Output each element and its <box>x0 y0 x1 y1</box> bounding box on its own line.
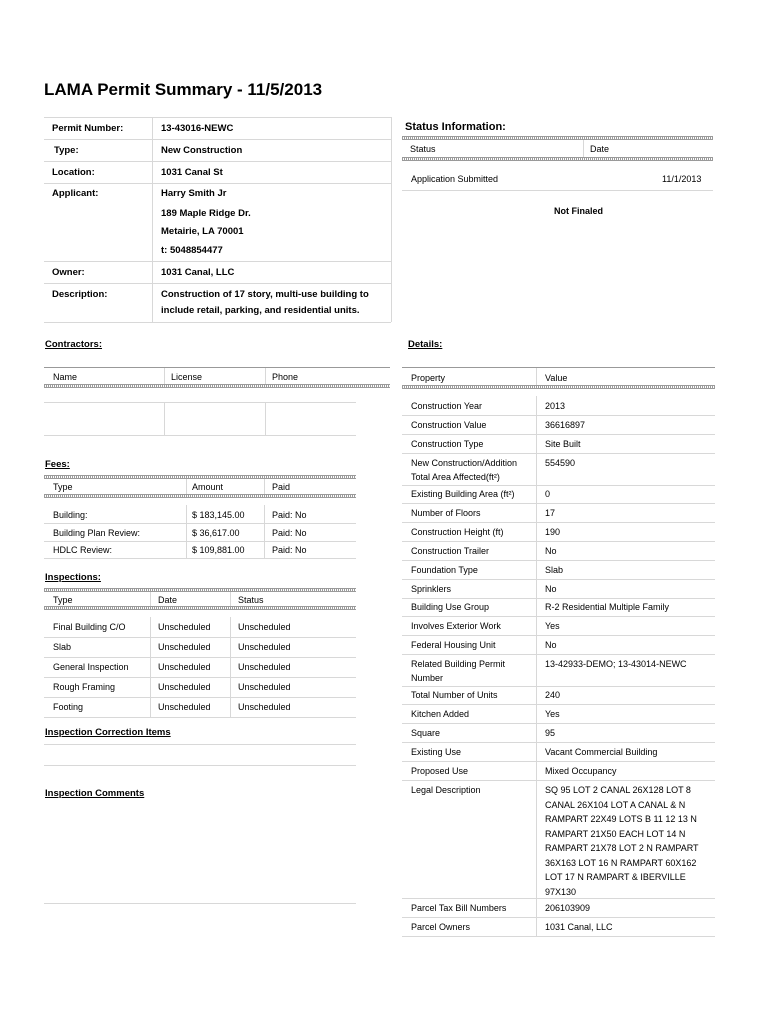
inspection-status: Unscheduled <box>238 642 291 652</box>
contractors-col-phone: Phone <box>272 372 299 382</box>
detail-value: 2013 <box>545 401 566 411</box>
legal-line: LOT 17 N RAMPART & IBERVILLE <box>545 872 686 882</box>
inspection-date: Unscheduled <box>158 682 211 692</box>
detail-value: 95 <box>545 728 556 738</box>
detail-value: No <box>545 546 557 556</box>
detail-value: Yes <box>545 621 560 631</box>
fee-paid: Paid: No <box>272 545 307 555</box>
inspection-status: Unscheduled <box>238 622 291 632</box>
detail-property: Construction Height (ft) <box>411 527 504 537</box>
detail-value: 17 <box>545 508 556 518</box>
applicant-label: Applicant: <box>52 188 99 199</box>
detail-value: Slab <box>545 565 564 575</box>
detail-property: Construction Value <box>411 420 487 430</box>
detail-value: Vacant Commercial Building <box>545 747 658 757</box>
detail-property: Construction Trailer <box>411 546 490 556</box>
location-label: Location: <box>52 167 95 178</box>
inspection-date: Unscheduled <box>158 642 211 652</box>
detail-property: Construction Year <box>411 401 483 411</box>
status-row-status: Application Submitted <box>411 174 499 184</box>
inspection-date: Unscheduled <box>158 662 211 672</box>
correction-items-heading: Inspection Correction Items <box>45 727 171 738</box>
inspection-type: Rough Framing <box>53 682 116 692</box>
owner-value: 1031 Canal, LLC <box>161 267 235 278</box>
detail-value: Mixed Occupancy <box>545 766 617 776</box>
inspection-status: Unscheduled <box>238 682 291 692</box>
description-line2: include retail, parking, and residential units. <box>161 305 360 316</box>
inspection-status: Unscheduled <box>238 702 291 712</box>
detail-property: Kitchen Added <box>411 709 470 719</box>
fee-type: Building: <box>53 510 88 520</box>
description-label: Description: <box>52 289 108 300</box>
detail-value: 1031 Canal, LLC <box>545 922 613 932</box>
detail-property: Federal Housing Unit <box>411 640 496 650</box>
legal-line: 97X130 <box>545 886 577 897</box>
applicant-phone: t: 5048854477 <box>161 245 223 256</box>
status-heading: Status Information: <box>405 121 506 133</box>
detail-property: Existing Building Area (ft²) <box>411 489 515 499</box>
fees-col-paid: Paid <box>272 482 291 492</box>
legal-line: CANAL 26X104 LOT A CANAL & N <box>545 799 686 810</box>
fees-col-amount: Amount <box>192 482 224 492</box>
applicant-address-line1: 189 Maple Ridge Dr. <box>161 208 251 219</box>
detail-property: Building Use Group <box>411 602 490 612</box>
detail-property: Sprinklers <box>411 584 452 594</box>
details-heading: Details: <box>408 339 443 350</box>
details-col-property: Property <box>411 373 446 383</box>
status-col-date: Date <box>590 144 610 154</box>
description-line1: Construction of 17 story, multi-use building to <box>161 289 369 300</box>
inspection-date: Unscheduled <box>158 702 211 712</box>
legal-line: RAMPART 22X49 LOTS B 11 12 13 N <box>545 814 697 824</box>
detail-property-cont: Number <box>411 673 444 683</box>
fee-amount: $ 183,145.00 <box>192 510 245 520</box>
detail-value: 13-42933-DEMO; 13-43014-NEWC <box>545 659 687 669</box>
detail-value: 554590 <box>545 458 576 468</box>
detail-property: Legal Description <box>411 785 481 795</box>
contractors-col-license: License <box>171 372 203 382</box>
detail-property: Related Building Permit <box>411 659 506 669</box>
detail-value: Site Built <box>545 439 581 449</box>
inspections-heading: Inspections: <box>45 572 101 583</box>
detail-property: Parcel Tax Bill Numbers <box>411 903 507 913</box>
fee-type: HDLC Review: <box>53 545 113 555</box>
legal-line: RAMPART 21X78 LOT 2 N RAMPART <box>545 843 699 853</box>
detail-value: No <box>545 640 557 650</box>
detail-property: Square <box>411 728 441 738</box>
permit-number-value: 13-43016-NEWC <box>161 123 234 134</box>
fee-paid: Paid: No <box>272 528 307 538</box>
status-col-status: Status <box>410 144 436 154</box>
detail-property: Total Number of Units <box>411 690 498 700</box>
detail-property: Foundation Type <box>411 565 478 575</box>
detail-value: Yes <box>545 709 560 719</box>
fee-paid: Paid: No <box>272 510 307 520</box>
fee-amount: $ 36,617.00 <box>192 528 240 538</box>
permit-number-label: Permit Number: <box>52 123 124 134</box>
inspections-col-type: Type <box>53 595 73 605</box>
detail-property: Construction Type <box>411 439 484 449</box>
detail-value: 36616897 <box>545 420 586 430</box>
inspection-status: Unscheduled <box>238 662 291 672</box>
details-col-value: Value <box>545 373 568 383</box>
location-value: 1031 Canal St <box>161 167 223 178</box>
finaled-status: Not Finaled <box>554 206 603 216</box>
comments-heading: Inspection Comments <box>45 788 145 799</box>
applicant-address-line2: Metairie, LA 70001 <box>161 226 244 237</box>
inspection-type: General Inspection <box>53 662 129 672</box>
detail-value: 240 <box>545 690 561 700</box>
fee-amount: $ 109,881.00 <box>192 545 245 555</box>
detail-value: 206103909 <box>545 903 591 913</box>
detail-value: 0 <box>545 489 551 499</box>
inspections-col-date: Date <box>158 595 178 605</box>
detail-property: Proposed Use <box>411 766 469 776</box>
contractors-heading: Contractors: <box>45 339 103 350</box>
legal-line: 36X163 LOT 16 N RAMPART 60X162 <box>545 857 697 868</box>
legal-description-value <box>545 783 699 899</box>
legal-line: SQ 95 LOT 2 CANAL 26X128 LOT 8 <box>545 785 691 795</box>
detail-property: Involves Exterior Work <box>411 621 501 631</box>
fees-col-type: Type <box>53 482 73 492</box>
inspection-type: Final Building C/O <box>53 622 126 632</box>
applicant-name: Harry Smith Jr <box>161 188 227 199</box>
inspection-type: Slab <box>53 642 72 652</box>
contractors-col-name: Name <box>53 372 78 382</box>
detail-property: Number of Floors <box>411 508 481 518</box>
detail-property-cont: Total Area Affected(ft²) <box>411 472 500 482</box>
detail-property: Existing Use <box>411 747 462 757</box>
type-label: Type: <box>54 145 79 156</box>
detail-value: 190 <box>545 527 561 537</box>
detail-property: Parcel Owners <box>411 922 471 932</box>
inspections-col-status: Status <box>238 595 264 605</box>
detail-value: R-2 Residential Multiple Family <box>545 602 670 612</box>
inspection-date: Unscheduled <box>158 622 211 632</box>
inspection-type: Footing <box>53 702 84 712</box>
detail-property: New Construction/Addition <box>411 458 518 468</box>
page-title: LAMA Permit Summary - 11/5/2013 <box>44 80 323 99</box>
type-value: New Construction <box>161 145 243 156</box>
status-row-date: 11/1/2013 <box>662 174 702 184</box>
owner-label: Owner: <box>52 267 85 278</box>
fee-type: Building Plan Review: <box>53 528 141 538</box>
detail-value: No <box>545 584 557 594</box>
legal-line: RAMPART 21X50 EACH LOT 14 N <box>545 828 686 839</box>
fees-heading: Fees: <box>45 459 70 470</box>
